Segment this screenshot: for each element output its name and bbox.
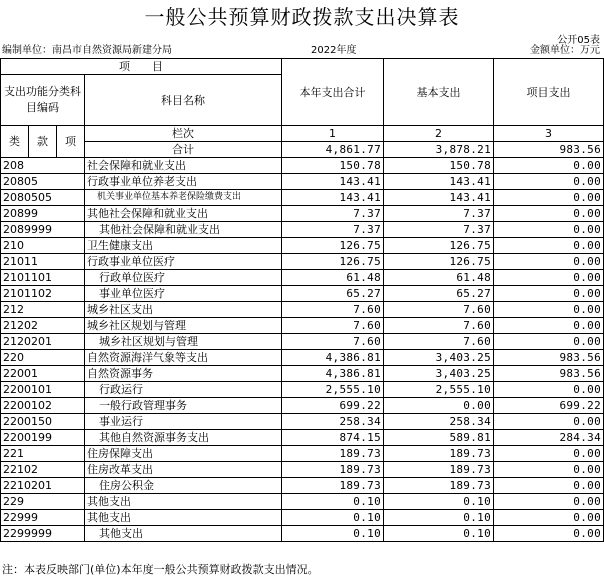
table-row (1, 190, 604, 206)
row-code: 208 (1, 158, 85, 174)
table-row (1, 286, 604, 302)
header-code-group: 支出功能分类科目编码 (1, 75, 85, 126)
row-code: 220 (1, 350, 85, 366)
row-project: 0.00 (494, 174, 604, 190)
row-subject-name: 其他社会保障和就业支出 (85, 222, 282, 238)
row-project: 0.00 (494, 222, 604, 238)
row-basic: 258.34 (384, 414, 494, 430)
row-basic: 189.73 (384, 446, 494, 462)
table-row (1, 526, 604, 542)
row-subject-name: 社会保障和就业支出 (85, 158, 282, 174)
row-code: 210 (1, 238, 85, 254)
row-basic: 589.81 (384, 430, 494, 446)
table-row (1, 350, 604, 366)
header-lanci: 栏次 (85, 126, 282, 142)
table-row (1, 462, 604, 478)
row-code: 2089999 (1, 222, 85, 238)
row-subject-name: 一般行政管理事务 (85, 398, 282, 414)
table-row (1, 270, 604, 286)
row-total: 699.22 (282, 398, 384, 414)
row-total: 874.15 (282, 430, 384, 446)
row-total: 4,386.81 (282, 350, 384, 366)
row-code: 2200150 (1, 414, 85, 430)
row-project: 0.00 (494, 334, 604, 350)
header-row (1, 59, 604, 75)
footnote: 注：本表反映部门(单位)本年度一般公共预算财政拨款支出情况。 (2, 563, 319, 576)
row-basic: 3,403.25 (384, 366, 494, 382)
row-subject-name: 城乡社区支出 (85, 302, 282, 318)
row-total: 189.73 (282, 462, 384, 478)
row-subject-name: 自然资源事务 (85, 366, 282, 382)
row-total: 7.60 (282, 302, 384, 318)
row-total: 143.41 (282, 174, 384, 190)
header-xiang: 项 (57, 126, 85, 158)
row-code: 21202 (1, 318, 85, 334)
table-row (1, 382, 604, 398)
row-code: 2120201 (1, 334, 85, 350)
row-code: 2200199 (1, 430, 85, 446)
row-project: 0.00 (494, 382, 604, 398)
row-project: 0.00 (494, 286, 604, 302)
row-code: 20805 (1, 174, 85, 190)
header-subject-name: 科目名称 (85, 75, 282, 126)
row-subject-name: 其他支出 (85, 494, 282, 510)
table-row (1, 446, 604, 462)
row-total: 0.10 (282, 510, 384, 526)
header-lei: 类 (1, 126, 29, 158)
row-subject-name: 城乡社区规划与管理 (85, 318, 282, 334)
row-project: 284.34 (494, 430, 604, 446)
row-basic: 7.60 (384, 302, 494, 318)
row-code: 229 (1, 494, 85, 510)
header-total: 本年支出合计 (282, 59, 384, 126)
total-row (1, 142, 604, 158)
report-title: 一般公共预算财政拨款支出决算表 (144, 5, 460, 29)
row-subject-name: 住房改革支出 (85, 462, 282, 478)
row-subject-name: 卫生健康支出 (85, 238, 282, 254)
row-basic: 143.41 (384, 190, 494, 206)
row-total: 126.75 (282, 254, 384, 270)
header-project: 项目支出 (494, 59, 604, 126)
row-total: 0.10 (282, 494, 384, 510)
row-total: 189.73 (282, 446, 384, 462)
compiling-unit: 编制单位：南昌市自然资源局新建分局 (2, 45, 172, 56)
row-total: 2,555.10 (282, 382, 384, 398)
row-basic: 7.60 (384, 334, 494, 350)
row-basic: 189.73 (384, 478, 494, 494)
row-code: 2101101 (1, 270, 85, 286)
table-row (1, 398, 604, 414)
row-project: 0.00 (494, 510, 604, 526)
row-subject-name: 其他自然资源事务支出 (85, 430, 282, 446)
row-code: 20899 (1, 206, 85, 222)
total-basic: 3,878.21 (384, 142, 494, 158)
total-amount: 4,861.77 (282, 142, 384, 158)
expenditure-table (0, 58, 604, 542)
row-subject-name: 自然资源海洋气象等支出 (85, 350, 282, 366)
amount-unit: 金额单位：万元 (530, 45, 600, 56)
table-row (1, 510, 604, 526)
column-number-1: 1 (282, 126, 384, 142)
row-basic: 7.37 (384, 206, 494, 222)
row-basic: 143.41 (384, 174, 494, 190)
row-subject-name: 行政事业单位养老支出 (85, 174, 282, 190)
row-code: 2299999 (1, 526, 85, 542)
row-subject-name: 其他支出 (85, 526, 282, 542)
row-subject-name: 行政运行 (85, 382, 282, 398)
table-row (1, 206, 604, 222)
row-basic: 7.60 (384, 318, 494, 334)
row-basic: 0.10 (384, 526, 494, 542)
row-code: 22999 (1, 510, 85, 526)
row-code: 221 (1, 446, 85, 462)
row-code: 212 (1, 302, 85, 318)
row-basic: 189.73 (384, 462, 494, 478)
row-project: 983.56 (494, 366, 604, 382)
row-total: 65.27 (282, 286, 384, 302)
row-project: 0.00 (494, 446, 604, 462)
row-total: 150.78 (282, 158, 384, 174)
row-subject-name: 行政事业单位医疗 (85, 254, 282, 270)
row-project: 0.00 (494, 478, 604, 494)
table-row (1, 430, 604, 446)
table-row (1, 302, 604, 318)
row-project: 0.00 (494, 318, 604, 334)
row-basic: 7.37 (384, 222, 494, 238)
table-row (1, 318, 604, 334)
row-project: 0.00 (494, 206, 604, 222)
row-total: 7.37 (282, 206, 384, 222)
row-project: 0.00 (494, 302, 604, 318)
row-code: 2200101 (1, 382, 85, 398)
row-code: 2101102 (1, 286, 85, 302)
row-project: 0.00 (494, 414, 604, 430)
row-subject-name: 其他支出 (85, 510, 282, 526)
row-total: 7.37 (282, 222, 384, 238)
row-subject-name: 住房保障支出 (85, 446, 282, 462)
row-basic: 0.00 (384, 398, 494, 414)
row-total: 126.75 (282, 238, 384, 254)
row-total: 4,386.81 (282, 366, 384, 382)
form-number: 公开05表 (557, 35, 600, 46)
report-meta (0, 44, 604, 58)
row-project: 699.22 (494, 398, 604, 414)
row-project: 0.00 (494, 158, 604, 174)
row-subject-name: 其他社会保障和就业支出 (85, 206, 282, 222)
row-basic: 126.75 (384, 238, 494, 254)
total-label: 合计 (85, 142, 282, 158)
table-row (1, 366, 604, 382)
table-row (1, 478, 604, 494)
table-row (1, 254, 604, 270)
header-kuan: 款 (29, 126, 57, 158)
table-row (1, 222, 604, 238)
row-basic: 0.10 (384, 510, 494, 526)
row-project: 0.00 (494, 254, 604, 270)
row-code: 21011 (1, 254, 85, 270)
row-subject-name: 行政单位医疗 (85, 270, 282, 286)
header-basic: 基本支出 (384, 59, 494, 126)
row-subject-name: 机关事业单位基本养老保险缴费支出 (85, 190, 282, 206)
row-total: 143.41 (282, 190, 384, 206)
row-project: 0.00 (494, 270, 604, 286)
row-basic: 65.27 (384, 286, 494, 302)
row-total: 258.34 (282, 414, 384, 430)
row-basic: 3,403.25 (384, 350, 494, 366)
table-row (1, 158, 604, 174)
row-basic: 126.75 (384, 254, 494, 270)
fiscal-year: 2022年度 (311, 45, 357, 56)
row-code: 22001 (1, 366, 85, 382)
header-row (1, 126, 604, 142)
row-total: 7.60 (282, 318, 384, 334)
row-subject-name: 事业运行 (85, 414, 282, 430)
row-code: 22102 (1, 462, 85, 478)
row-subject-name: 住房公积金 (85, 478, 282, 494)
table-row (1, 334, 604, 350)
row-basic: 61.48 (384, 270, 494, 286)
column-number-3: 3 (494, 126, 604, 142)
row-project: 0.00 (494, 494, 604, 510)
column-number-2: 2 (384, 126, 494, 142)
table-row (1, 174, 604, 190)
row-subject-name: 城乡社区规划与管理 (85, 334, 282, 350)
row-project: 0.00 (494, 190, 604, 206)
table-row (1, 414, 604, 430)
header-item: 项 目 (1, 59, 282, 75)
row-total: 0.10 (282, 526, 384, 542)
row-code: 2210201 (1, 478, 85, 494)
row-project: 0.00 (494, 462, 604, 478)
row-basic: 150.78 (384, 158, 494, 174)
row-project: 0.00 (494, 238, 604, 254)
total-project: 983.56 (494, 142, 604, 158)
row-subject-name: 事业单位医疗 (85, 286, 282, 302)
table-row (1, 494, 604, 510)
row-code: 2080505 (1, 190, 85, 206)
row-total: 7.60 (282, 334, 384, 350)
row-basic: 2,555.10 (384, 382, 494, 398)
row-basic: 0.10 (384, 494, 494, 510)
row-project: 0.00 (494, 526, 604, 542)
row-code: 2200102 (1, 398, 85, 414)
row-total: 189.73 (282, 478, 384, 494)
table-row (1, 238, 604, 254)
row-total: 61.48 (282, 270, 384, 286)
row-project: 983.56 (494, 350, 604, 366)
